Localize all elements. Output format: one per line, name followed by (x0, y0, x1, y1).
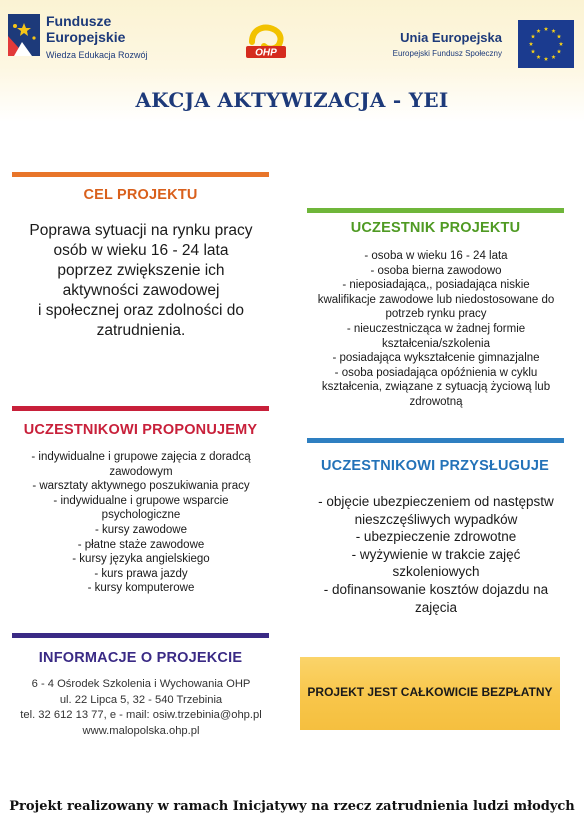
list-item: - nieuczestnicząca w żadnej formie (346, 322, 526, 335)
list-item: - osoba bierna zawodowo (370, 264, 502, 277)
list-item: - kurs prawa jazdy (94, 567, 188, 580)
info-line: ul. 22 Lipca 5, 32 - 540 Trzebinia (59, 693, 223, 706)
free-project-label: PROJEKT JEST CAŁKOWICIE BEZPŁATNY (307, 685, 553, 699)
informacje-body (0, 677, 282, 739)
footer-note: Projekt realizowany w ramach Inicjatywy na rzecz zatrudnienia ludzi młodych (9, 799, 575, 814)
list-item: - nieposiadająca,, posiadająca niskie (342, 279, 530, 292)
list-item: - warsztaty aktywnego poszukiwania pracy (32, 480, 250, 493)
informacje-section-bar (12, 633, 269, 638)
list-item: - indywidualne i grupowe zajęcia z doradcą (31, 451, 251, 463)
przysluguje-section-bar (307, 438, 564, 443)
list-item: szkoleniowych (392, 564, 480, 580)
list-item: kształcenia/szkolenia (381, 337, 491, 350)
list-item: zajęcia (414, 599, 458, 615)
cel-section-title: CEL PROJEKTU (83, 187, 198, 203)
cel-line: aktywności zawodowej (62, 282, 220, 299)
page-title: AKCJA AKTYWIZACJA - YEI (135, 88, 449, 112)
ohp-logo-icon (244, 22, 288, 62)
list-item: zawodowym (109, 465, 173, 478)
cel-line: osób w wieku 16 - 24 lata (53, 242, 229, 259)
info-line: tel. 32 612 13 77, e - mail: osiw.trzebinia@ohp.pl (20, 709, 262, 722)
przysluguje-section-title: UCZESTNIKOWI PRZYSŁUGUJE (321, 458, 549, 474)
list-item: psychologiczne (101, 509, 181, 522)
proponujemy-section-title: UCZESTNIKOWI PROPONUJEMY (23, 422, 258, 438)
fe-name-line2: Europejskie (46, 29, 126, 45)
info-website: www.malopolska.ohp.pl (82, 724, 200, 737)
cel-line: i społecznej oraz zdolności do (38, 302, 244, 319)
list-item: zdrowotną (409, 395, 463, 408)
list-item: - kursy komputerowe (87, 582, 195, 595)
cel-section-body (6, 221, 276, 341)
list-item: - objęcie ubezpieczeniem od następstw (318, 494, 554, 509)
list-item: kształcenia, związane z sytuacją życiową lub (321, 381, 551, 394)
przysluguje-list (296, 493, 576, 616)
uczestnik-list (296, 249, 576, 410)
list-item: - kursy zawodowe (94, 523, 188, 536)
proponujemy-section-bar (12, 406, 269, 411)
ohp-logo-text: OHP (255, 47, 277, 59)
cel-section-bar (12, 172, 269, 177)
list-item: - posiadająca wykształcenie gimnazjalne (332, 352, 540, 365)
eu-flag-icon (518, 20, 574, 68)
list-item: - indywidualne i grupowe wsparcie (53, 494, 229, 507)
informacje-section-title: INFORMACJE O PROJEKCIE (38, 650, 243, 666)
info-line: 6 - 4 Ośrodek Szkolenia i Wychowania OHP (31, 678, 251, 690)
proponujemy-list (6, 450, 276, 596)
uczestnik-section-bar (307, 208, 564, 213)
list-item: nieszczęśliwych wypadków (354, 511, 518, 527)
efs-name: Europejski Fundusz Społeczny (392, 49, 502, 58)
list-item: - płatne staże zawodowe (77, 538, 205, 551)
list-item: kwalifikacje zawodowe lub niedostosowane do (317, 293, 555, 306)
list-item: - ubezpieczenie zdrowotne (355, 529, 517, 545)
cel-line: poprzez zwiększenie ich (57, 262, 225, 279)
uczestnik-section-title: UCZESTNIK PROJEKTU (350, 220, 521, 236)
list-item: - osoba w wieku 16 - 24 lata (364, 250, 508, 262)
fe-name-line1: Fundusze (46, 13, 112, 29)
list-item: - kursy języka angielskiego (72, 553, 210, 566)
ue-name: Unia Europejska (400, 30, 502, 45)
fundusze-europejskie-logo-icon (8, 14, 40, 56)
list-item: - wyżywienie w trakcie zajęć (351, 546, 521, 562)
list-item: - osoba posiadająca opóźnienia w cyklu (334, 366, 538, 379)
fe-tagline: Wiedza Edukacja Rozwój (46, 50, 148, 60)
cel-line: Poprawa sytuacji na rynku pracy (29, 222, 253, 239)
cel-line: zatrudnienia. (96, 322, 186, 339)
list-item: - dofinansowanie kosztów dojazdu na (323, 581, 549, 597)
list-item: potrzeb rynku pracy (385, 308, 487, 321)
